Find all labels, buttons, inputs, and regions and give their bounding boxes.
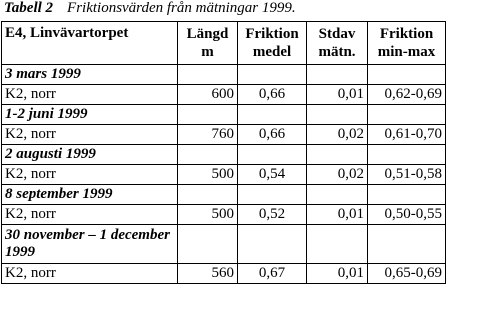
header-friction-range: Friktion min-max (368, 22, 446, 65)
cell-stdev: 0,01 (307, 264, 368, 284)
cell-stdev: 0,02 (307, 165, 368, 185)
header-length: Längd m (178, 22, 238, 65)
cell-stdev: 0,02 (307, 125, 368, 145)
section-row (2, 225, 446, 264)
cell-location: K2, norr (2, 125, 178, 145)
cell-friction-mean: 0,67 (238, 264, 307, 284)
cell-friction-range: 0,61-0,70 (368, 125, 446, 145)
section-date: 8 september 1999 (2, 185, 178, 205)
cell-friction-mean: 0,66 (238, 125, 307, 145)
cell-location: K2, norr (2, 165, 178, 185)
table-row (2, 165, 446, 185)
cell-length: 560 (178, 264, 238, 284)
cell-stdev: 0,01 (307, 85, 368, 105)
section-row (2, 185, 446, 205)
header-location: E4, Linvävartorpet (2, 22, 178, 65)
friction-table (1, 21, 446, 284)
section-row (2, 65, 446, 85)
cell-friction-mean: 0,66 (238, 85, 307, 105)
cell-length: 500 (178, 165, 238, 185)
section-row (2, 145, 446, 165)
table-row (2, 85, 446, 105)
cell-length: 500 (178, 205, 238, 225)
header-row (2, 22, 446, 65)
section-row (2, 105, 446, 125)
table-row (2, 205, 446, 225)
cell-location: K2, norr (2, 264, 178, 284)
cell-friction-mean: 0,52 (238, 205, 307, 225)
header-friction-mean: Friktion medel (238, 22, 307, 65)
cell-friction-range: 0,65-0,69 (368, 264, 446, 284)
cell-friction-range: 0,51-0,58 (368, 165, 446, 185)
cell-friction-mean: 0,54 (238, 165, 307, 185)
table-number: Tabell 2 (4, 0, 54, 16)
cell-location: K2, norr (2, 85, 178, 105)
table-caption (4, 0, 296, 17)
section-date: 3 mars 1999 (2, 65, 178, 85)
cell-friction-range: 0,62-0,69 (368, 85, 446, 105)
section-date: 30 november – 1 december 1999 (2, 225, 178, 264)
cell-location: K2, norr (2, 205, 178, 225)
table-title: Friktionsvärden från mätningar 1999. (67, 0, 296, 16)
header-stdev: Stdav mätn. (307, 22, 368, 65)
cell-stdev: 0,01 (307, 205, 368, 225)
cell-friction-range: 0,50-0,55 (368, 205, 446, 225)
cell-length: 760 (178, 125, 238, 145)
table-row (2, 125, 446, 145)
section-date: 1-2 juni 1999 (2, 105, 178, 125)
cell-length: 600 (178, 85, 238, 105)
section-date: 2 augusti 1999 (2, 145, 178, 165)
table-row (2, 264, 446, 284)
